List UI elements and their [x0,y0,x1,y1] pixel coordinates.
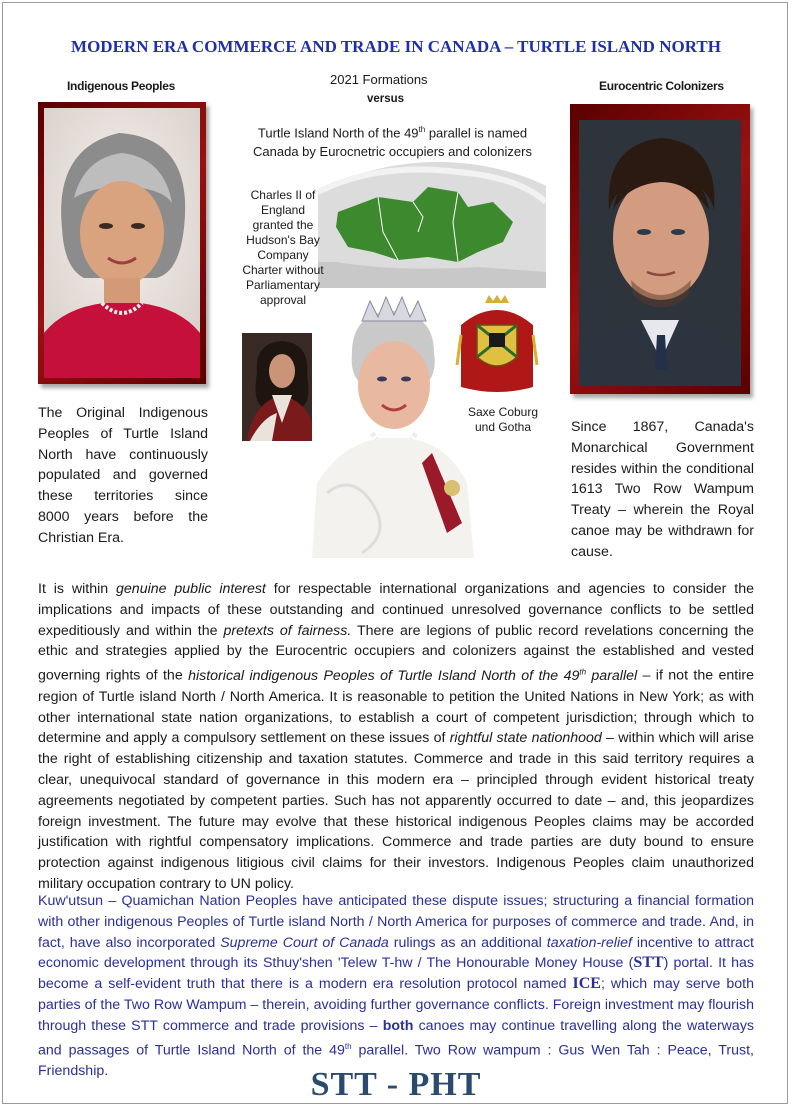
indigenous-peoples-label: Indigenous Peoples [67,79,175,93]
ice-acronym: ICE [572,975,601,993]
colonizer-description: Since 1867, Canada's Monarchical Government resides within the conditional 1613 Two Row Wampum Treaty – wherein the Royal canoe may be withdrawn for cause. [571,419,754,560]
saxe-coburg-coat-of-arms [455,295,539,395]
charles-caption: Charles II of England granted the Hudson's Bay Company Charter without Parliamentary approval [242,188,324,307]
eurocentric-colonizers-label: Eurocentric Colonizers [599,79,724,93]
prime-minister-photo [579,120,741,386]
stt-acronym: STT [633,954,664,972]
charles-ii-portrait [242,333,322,441]
saxe-coburg-caption: Saxe Coburg und Gotha [467,405,539,434]
indigenous-portrait-frame [38,102,206,384]
queen-elizabeth-photo [312,293,474,558]
formations-label: 2021 Formations [330,72,428,87]
footer-logo-text: STT - PHT [310,1066,482,1103]
indigenous-description: The Original Indigenous Peoples of Turtle Island North have continuously populated and governed these territories since 8000 years before the Christian Era. [38,405,208,546]
canada-map-image [318,162,546,288]
both-emphasis: both [382,1017,414,1034]
colonizer-portrait-frame [570,104,750,394]
versus-label: versus [367,93,405,105]
indigenous-elder-photo [44,108,200,378]
page-title: MODERN ERA COMMERCE AND TRADE IN CANADA – TURTLE ISLAND NORTH [71,37,721,56]
paragraph-commerce: Kuw'utsun – Quamichan Nation Peoples have anticipated these dispute issues; structuring a financial formation with other indigenous Peoples of Turtle island North / North America for purposes of commerce and trade. And, in fact, have also incorporated Supreme Court of Canada rulings as an additional taxation-relief incentive to attract economic development through its Sthuy'shen 'Telew T-hw / The Honourable Money House (STT) portal. It has become a self-evident truth that there is a modern era resolution protocol named ICE; which may serve both parties of the Two Row Wampum – therein, avoiding further governance conflicts. Foreign investment may flourish through these STT commerce and trade provisions – both canoes may continue travelling along the waterways and passages of Turtle Island North of the 49th parallel. Two Row wampum : Gus Wen Tah : Peace, Trust, Friendship. [38,893,755,1080]
map-caption: Turtle Island North of the 49th parallel is named Canada by Eurocnetric occupiers and colonizers [253,125,532,160]
paragraph-governance: It is within genuine public interest for respectable international organizations and agencies to consider the implications and impacts of these outstanding and continued unresolved governance conflicts to be settled expeditiously and within the pretexts of fairness. There are legions of public record revelations concerning the ethic and strategies applied by the Eurocentric occupiers and colonizers against the established and vested governing rights of the historical indigenous Peoples of Turtle Island North of the 49th parallel – if not the entire region of Turtle island North / North America. It is reasonable to petition the United Nations in New York; as with other international state nation organizations, to establish a court of competent jurisdiction; through which to determine and apply a compulsory settlement on these issues of rightful state nationhood – within which will arise the right of establishing citizenship and taxation statutes. Commerce and trade in this said territory requires a clear, unequivocal standard of governance in this modern era – principled through evident historical treaty agreements negotiated by competent parties. Such has not apparently occurred to date – and, this jeopardizes foreign investment. The future may evolve that these historical indigenous Peoples claims may be accorded justification with rightful compensatory implications. Commerce and trade parties are duty bound to ensure protection against indigenous litigious civil claims for their investors. Indigenous Peoples claim unauthorized military occupation contrary to UN policy. [38,581,754,892]
